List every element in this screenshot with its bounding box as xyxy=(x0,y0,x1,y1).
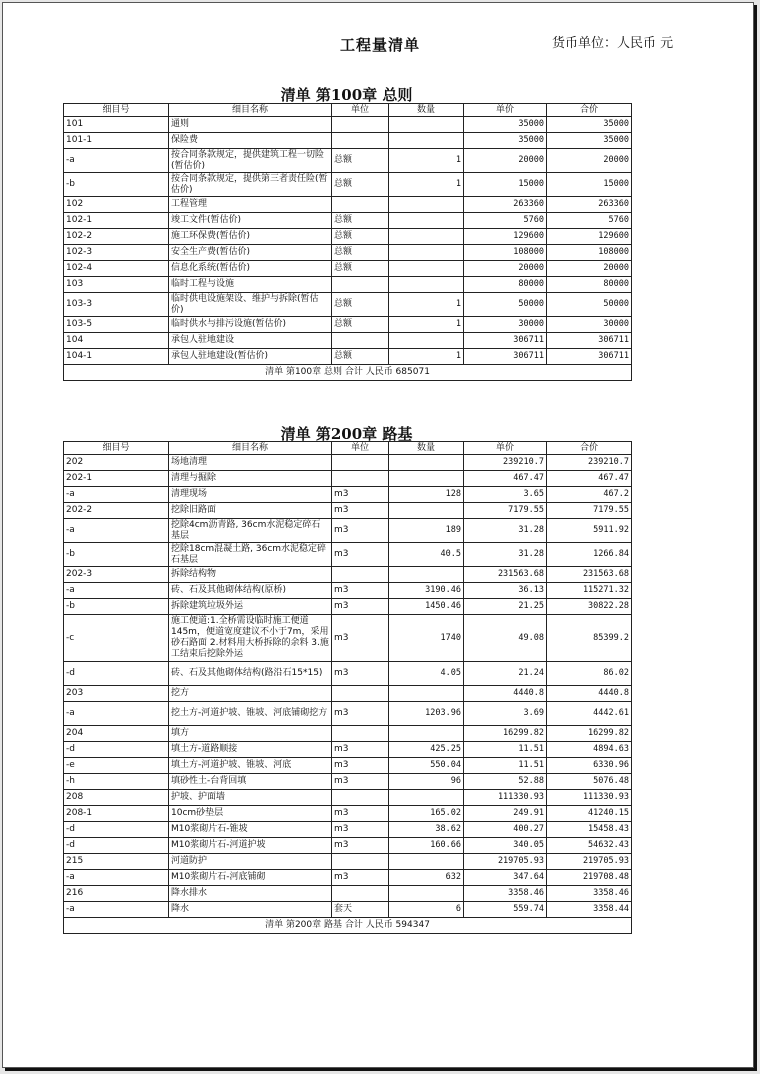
cell-price: 108000 xyxy=(464,245,547,261)
cell-unit xyxy=(332,886,389,902)
cell-qty: 38.62 xyxy=(389,822,464,838)
cell-price: 20000 xyxy=(464,261,547,277)
table-row xyxy=(64,333,632,349)
cell-amount: 1266.84 xyxy=(547,543,632,567)
table-row xyxy=(64,261,632,277)
cell-name: M10浆砌片石-河底铺砌 xyxy=(169,870,332,886)
cell-unit: 总额 xyxy=(332,317,389,333)
cell-qty xyxy=(389,503,464,519)
cell-price: 3.69 xyxy=(464,702,547,726)
col-header-qty: 数量 xyxy=(389,442,464,455)
cell-name: 信息化系统(暂估价) xyxy=(169,261,332,277)
cell-unit: 总额 xyxy=(332,245,389,261)
cell-qty xyxy=(389,726,464,742)
cell-price: 231563.68 xyxy=(464,567,547,583)
cell-qty: 1450.46 xyxy=(389,599,464,615)
table-row xyxy=(64,149,632,173)
cell-amount: 30000 xyxy=(547,317,632,333)
cell-qty: 1 xyxy=(389,293,464,317)
cell-name: 填方 xyxy=(169,726,332,742)
cell-qty xyxy=(389,686,464,702)
cell-amount: 30822.28 xyxy=(547,599,632,615)
cell-amount: 6330.96 xyxy=(547,758,632,774)
cell-name: 按合同条款规定，提供建筑工程一切险(暂估价) xyxy=(169,149,332,173)
table-row xyxy=(64,583,632,599)
cell-amount: 41240.15 xyxy=(547,806,632,822)
table-row xyxy=(64,615,632,662)
table-row xyxy=(64,758,632,774)
cell-code: 101-1 xyxy=(64,133,169,149)
table-row xyxy=(64,886,632,902)
cell-name: M10浆砌片石-河道护坡 xyxy=(169,838,332,854)
cell-qty xyxy=(389,455,464,471)
cell-qty xyxy=(389,886,464,902)
cell-qty: 1 xyxy=(389,349,464,365)
col-header-unit: 单位 xyxy=(332,442,389,455)
cell-unit xyxy=(332,455,389,471)
chapter-title-200: 清单 第200章 路基 xyxy=(280,425,413,443)
cell-unit: m3 xyxy=(332,774,389,790)
table-row xyxy=(64,686,632,702)
cell-amount: 20000 xyxy=(547,149,632,173)
cell-code: 102-4 xyxy=(64,261,169,277)
cell-amount: 16299.82 xyxy=(547,726,632,742)
table-row xyxy=(64,774,632,790)
cell-code: -e xyxy=(64,758,169,774)
cell-name: 临时工程与设施 xyxy=(169,277,332,293)
cell-name: 承包人驻地建设(暂估价) xyxy=(169,349,332,365)
cell-name: 临时供电设施架设、维护与拆除(暂估价) xyxy=(169,293,332,317)
cell-qty: 128 xyxy=(389,487,464,503)
cell-name: 护坡、护面墙 xyxy=(169,790,332,806)
table-row xyxy=(64,543,632,567)
cell-amount: 306711 xyxy=(547,333,632,349)
col-header-name: 细目名称 xyxy=(169,442,332,455)
cell-price: 400.27 xyxy=(464,822,547,838)
cell-code: 216 xyxy=(64,886,169,902)
cell-unit: 总额 xyxy=(332,293,389,317)
cell-qty: 165.02 xyxy=(389,806,464,822)
cell-qty: 3190.46 xyxy=(389,583,464,599)
cell-amount: 4440.8 xyxy=(547,686,632,702)
cell-unit: m3 xyxy=(332,662,389,686)
bill-table-chapter-200 xyxy=(63,441,632,934)
table-row xyxy=(64,471,632,487)
cell-qty: 6 xyxy=(389,902,464,918)
cell-code: 102-3 xyxy=(64,245,169,261)
cell-amount: 86.02 xyxy=(547,662,632,686)
table-row xyxy=(64,567,632,583)
cell-price: 31.28 xyxy=(464,543,547,567)
cell-code: 104 xyxy=(64,333,169,349)
cell-qty: 632 xyxy=(389,870,464,886)
cell-qty: 550.04 xyxy=(389,758,464,774)
cell-code: 102-1 xyxy=(64,213,169,229)
table-row xyxy=(64,726,632,742)
cell-price: 50000 xyxy=(464,293,547,317)
cell-qty: 1740 xyxy=(389,615,464,662)
cell-name: 降水排水 xyxy=(169,886,332,902)
cell-price: 30000 xyxy=(464,317,547,333)
cell-code: 208-1 xyxy=(64,806,169,822)
table-row xyxy=(64,317,632,333)
cell-unit: 总额 xyxy=(332,173,389,197)
chapter-total: 清单 第100章 总则 合计 人民币 685071 xyxy=(64,365,632,381)
table-row xyxy=(64,519,632,543)
cell-code: 102-2 xyxy=(64,229,169,245)
cell-amount: 219708.48 xyxy=(547,870,632,886)
cell-code: -a xyxy=(64,702,169,726)
table-row xyxy=(64,229,632,245)
cell-unit: 总额 xyxy=(332,229,389,245)
table-row xyxy=(64,702,632,726)
cell-name: 通则 xyxy=(169,117,332,133)
cell-code: -b xyxy=(64,599,169,615)
chapter-total-row xyxy=(64,918,632,934)
cell-unit: m3 xyxy=(332,822,389,838)
cell-code: 204 xyxy=(64,726,169,742)
cell-qty xyxy=(389,790,464,806)
cell-code: -a xyxy=(64,519,169,543)
cell-name: 临时供水与排污设施(暂估价) xyxy=(169,317,332,333)
cell-price: 16299.82 xyxy=(464,726,547,742)
cell-price: 467.47 xyxy=(464,471,547,487)
cell-price: 21.24 xyxy=(464,662,547,686)
cell-unit: m3 xyxy=(332,758,389,774)
cell-code: 102 xyxy=(64,197,169,213)
cell-qty: 189 xyxy=(389,519,464,543)
cell-unit xyxy=(332,277,389,293)
col-header-code: 细目号 xyxy=(64,442,169,455)
cell-name: 降水 xyxy=(169,902,332,918)
cell-qty xyxy=(389,133,464,149)
chapter-title-100: 清单 第100章 总则 xyxy=(280,86,413,104)
cell-amount: 54632.43 xyxy=(547,838,632,854)
cell-code: 104-1 xyxy=(64,349,169,365)
cell-unit: 总额 xyxy=(332,349,389,365)
cell-code: 202 xyxy=(64,455,169,471)
cell-unit: m3 xyxy=(332,838,389,854)
cell-name: 砖、石及其他砌体结构(路沿石15*15) xyxy=(169,662,332,686)
cell-price: 3.65 xyxy=(464,487,547,503)
cell-code: 202-3 xyxy=(64,567,169,583)
cell-unit: m3 xyxy=(332,702,389,726)
cell-price: 31.28 xyxy=(464,519,547,543)
cell-name: 安全生产费(暂估价) xyxy=(169,245,332,261)
cell-amount: 35000 xyxy=(547,117,632,133)
cell-amount: 467.2 xyxy=(547,487,632,503)
cell-price: 347.64 xyxy=(464,870,547,886)
cell-price: 36.13 xyxy=(464,583,547,599)
bill-table-chapter-100 xyxy=(63,103,632,381)
cell-name: 河道防护 xyxy=(169,854,332,870)
cell-price: 111330.93 xyxy=(464,790,547,806)
table-header-row xyxy=(64,442,632,455)
cell-amount: 108000 xyxy=(547,245,632,261)
cell-amount: 467.47 xyxy=(547,471,632,487)
cell-price: 4440.8 xyxy=(464,686,547,702)
cell-qty xyxy=(389,471,464,487)
cell-code: -a xyxy=(64,487,169,503)
cell-unit: m3 xyxy=(332,503,389,519)
cell-amount: 15000 xyxy=(547,173,632,197)
cell-amount: 80000 xyxy=(547,277,632,293)
cell-unit: 套天 xyxy=(332,902,389,918)
cell-name: 按合同条款规定，提供第三者责任险(暂估价) xyxy=(169,173,332,197)
cell-code: -d xyxy=(64,838,169,854)
cell-name: 场地清理 xyxy=(169,455,332,471)
table-row xyxy=(64,854,632,870)
cell-name: 竣工文件(暂估价) xyxy=(169,213,332,229)
cell-code: -a xyxy=(64,583,169,599)
cell-unit xyxy=(332,854,389,870)
cell-name: 挖除18cm混凝土路, 36cm水泥稳定碎石基层 xyxy=(169,543,332,567)
cell-amount: 5760 xyxy=(547,213,632,229)
cell-unit xyxy=(332,117,389,133)
col-header-amount: 合价 xyxy=(547,104,632,117)
cell-code: 103 xyxy=(64,277,169,293)
cell-unit: m3 xyxy=(332,870,389,886)
cell-qty: 1 xyxy=(389,317,464,333)
table-row xyxy=(64,349,632,365)
table-header-row xyxy=(64,104,632,117)
cell-qty xyxy=(389,197,464,213)
cell-amount: 15458.43 xyxy=(547,822,632,838)
col-header-name: 细目名称 xyxy=(169,104,332,117)
cell-qty: 4.05 xyxy=(389,662,464,686)
cell-price: 52.88 xyxy=(464,774,547,790)
cell-name: 施工便道:1.全桥需设临时施工便道145m，便道宽度建议不小于7m，采用砂石路面 2.材料用大桥拆除的余料 3.施工结束后挖除外运 xyxy=(169,615,332,662)
cell-qty: 160.66 xyxy=(389,838,464,854)
cell-unit: m3 xyxy=(332,742,389,758)
col-header-code: 细目号 xyxy=(64,104,169,117)
cell-qty xyxy=(389,277,464,293)
cell-code: -a xyxy=(64,149,169,173)
cell-code: 208 xyxy=(64,790,169,806)
table-row xyxy=(64,293,632,317)
table-row xyxy=(64,133,632,149)
cell-name: 挖方 xyxy=(169,686,332,702)
cell-name: 挖除旧路面 xyxy=(169,503,332,519)
table-row xyxy=(64,245,632,261)
cell-amount: 231563.68 xyxy=(547,567,632,583)
cell-price: 306711 xyxy=(464,349,547,365)
cell-price: 80000 xyxy=(464,277,547,293)
table-row xyxy=(64,503,632,519)
cell-price: 559.74 xyxy=(464,902,547,918)
cell-name: 承包人驻地建设 xyxy=(169,333,332,349)
cell-unit xyxy=(332,790,389,806)
cell-amount: 5911.92 xyxy=(547,519,632,543)
cell-name: 砖、石及其他砌体结构(原桥) xyxy=(169,583,332,599)
cell-code: -a xyxy=(64,902,169,918)
cell-qty xyxy=(389,854,464,870)
cell-price: 20000 xyxy=(464,149,547,173)
cell-code: -a xyxy=(64,870,169,886)
chapter-100-rows xyxy=(64,117,632,365)
cell-qty: 40.5 xyxy=(389,543,464,567)
cell-price: 35000 xyxy=(464,133,547,149)
table-row xyxy=(64,117,632,133)
cell-unit: 总额 xyxy=(332,213,389,229)
cell-amount: 111330.93 xyxy=(547,790,632,806)
cell-code: 103-5 xyxy=(64,317,169,333)
cell-unit: m3 xyxy=(332,615,389,662)
table-row xyxy=(64,455,632,471)
cell-unit: 总额 xyxy=(332,261,389,277)
cell-name: 清理现场 xyxy=(169,487,332,503)
cell-amount: 20000 xyxy=(547,261,632,277)
cell-name: 保险费 xyxy=(169,133,332,149)
cell-unit: m3 xyxy=(332,543,389,567)
col-header-amount: 合价 xyxy=(547,442,632,455)
table-row xyxy=(64,213,632,229)
cell-price: 263360 xyxy=(464,197,547,213)
cell-name: 填砂性土-台背回填 xyxy=(169,774,332,790)
cell-unit xyxy=(332,197,389,213)
cell-price: 5760 xyxy=(464,213,547,229)
cell-price: 3358.46 xyxy=(464,886,547,902)
cell-amount: 50000 xyxy=(547,293,632,317)
cell-price: 35000 xyxy=(464,117,547,133)
table-row xyxy=(64,197,632,213)
cell-code: 202-2 xyxy=(64,503,169,519)
cell-unit xyxy=(332,726,389,742)
cell-price: 7179.55 xyxy=(464,503,547,519)
cell-unit xyxy=(332,686,389,702)
cell-name: 施工环保费(暂估价) xyxy=(169,229,332,245)
chapter-total-row xyxy=(64,365,632,381)
cell-qty xyxy=(389,245,464,261)
cell-name: 挖除4cm沥青路, 36cm水泥稳定碎石基层 xyxy=(169,519,332,543)
cell-amount: 5076.48 xyxy=(547,774,632,790)
table-row xyxy=(64,806,632,822)
cell-code: 203 xyxy=(64,686,169,702)
cell-unit: m3 xyxy=(332,806,389,822)
cell-name: 10cm砂垫层 xyxy=(169,806,332,822)
cell-price: 15000 xyxy=(464,173,547,197)
cell-qty: 1203.96 xyxy=(389,702,464,726)
table-row xyxy=(64,599,632,615)
cell-price: 306711 xyxy=(464,333,547,349)
cell-unit xyxy=(332,471,389,487)
cell-amount: 129600 xyxy=(547,229,632,245)
document-title: 工程量清单 xyxy=(339,36,420,54)
cell-qty xyxy=(389,229,464,245)
cell-code: 215 xyxy=(64,854,169,870)
cell-amount: 3358.44 xyxy=(547,902,632,918)
cell-code: -b xyxy=(64,173,169,197)
table-row xyxy=(64,173,632,197)
table-row xyxy=(64,822,632,838)
cell-price: 11.51 xyxy=(464,758,547,774)
cell-name: 挖土方-河道护坡、锥坡、河底铺砌挖方 xyxy=(169,702,332,726)
table-row xyxy=(64,662,632,686)
cell-amount: 35000 xyxy=(547,133,632,149)
cell-amount: 263360 xyxy=(547,197,632,213)
table-row xyxy=(64,790,632,806)
cell-qty: 1 xyxy=(389,149,464,173)
cell-name: 填土方-河道护坡、锥坡、河底 xyxy=(169,758,332,774)
col-header-qty: 数量 xyxy=(389,104,464,117)
cell-code: 101 xyxy=(64,117,169,133)
table-row xyxy=(64,277,632,293)
cell-name: 拆除结构物 xyxy=(169,567,332,583)
cell-code: 103-3 xyxy=(64,293,169,317)
table-row xyxy=(64,742,632,758)
col-header-price: 单价 xyxy=(464,104,547,117)
cell-price: 340.05 xyxy=(464,838,547,854)
cell-unit: m3 xyxy=(332,487,389,503)
currency-label: 货币单位：人民币 元 xyxy=(552,36,674,51)
cell-unit xyxy=(332,567,389,583)
cell-name: 清理与掘除 xyxy=(169,471,332,487)
cell-qty: 96 xyxy=(389,774,464,790)
col-header-price: 单价 xyxy=(464,442,547,455)
cell-qty xyxy=(389,333,464,349)
cell-amount: 85399.2 xyxy=(547,615,632,662)
cell-qty: 425.25 xyxy=(389,742,464,758)
cell-price: 129600 xyxy=(464,229,547,245)
cell-name: M10浆砌片石-锥坡 xyxy=(169,822,332,838)
cell-price: 21.25 xyxy=(464,599,547,615)
cell-unit xyxy=(332,333,389,349)
cell-price: 219705.93 xyxy=(464,854,547,870)
cell-amount: 115271.32 xyxy=(547,583,632,599)
cell-amount: 306711 xyxy=(547,349,632,365)
cell-qty: 1 xyxy=(389,173,464,197)
table-row xyxy=(64,870,632,886)
cell-unit: m3 xyxy=(332,583,389,599)
cell-amount: 7179.55 xyxy=(547,503,632,519)
chapter-total: 清单 第200章 路基 合计 人民币 594347 xyxy=(64,918,632,934)
chapter-200-rows xyxy=(64,455,632,918)
cell-code: 202-1 xyxy=(64,471,169,487)
cell-price: 239210.7 xyxy=(464,455,547,471)
table-row xyxy=(64,902,632,918)
cell-amount: 4442.61 xyxy=(547,702,632,726)
cell-code: -h xyxy=(64,774,169,790)
cell-qty xyxy=(389,567,464,583)
cell-code: -d xyxy=(64,822,169,838)
cell-unit xyxy=(332,133,389,149)
cell-code: -b xyxy=(64,543,169,567)
cell-amount: 4894.63 xyxy=(547,742,632,758)
cell-price: 11.51 xyxy=(464,742,547,758)
cell-name: 工程管理 xyxy=(169,197,332,213)
cell-code: -c xyxy=(64,615,169,662)
cell-price: 49.08 xyxy=(464,615,547,662)
cell-amount: 239210.7 xyxy=(547,455,632,471)
cell-amount: 219705.93 xyxy=(547,854,632,870)
cell-qty xyxy=(389,213,464,229)
cell-qty xyxy=(389,261,464,277)
cell-price: 249.91 xyxy=(464,806,547,822)
cell-unit: m3 xyxy=(332,599,389,615)
cell-code: -d xyxy=(64,742,169,758)
cell-qty xyxy=(389,117,464,133)
cell-unit: m3 xyxy=(332,519,389,543)
table-row xyxy=(64,838,632,854)
cell-code: -d xyxy=(64,662,169,686)
cell-amount: 3358.46 xyxy=(547,886,632,902)
cell-name: 拆除建筑垃圾外运 xyxy=(169,599,332,615)
table-row xyxy=(64,487,632,503)
cell-name: 填土方-道路顺接 xyxy=(169,742,332,758)
col-header-unit: 单位 xyxy=(332,104,389,117)
cell-unit: 总额 xyxy=(332,149,389,173)
